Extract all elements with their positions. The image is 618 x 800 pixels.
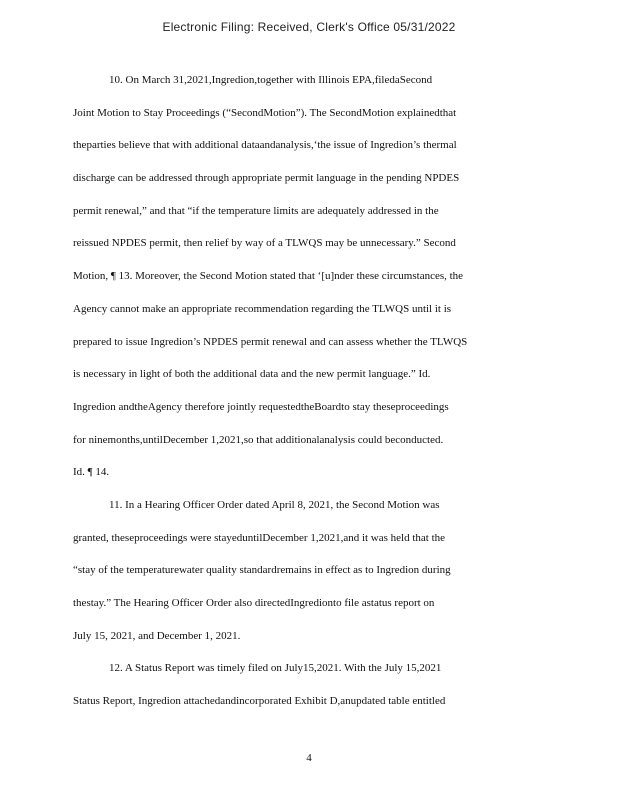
paragraph-12 (73, 652, 547, 717)
paragraph-line: 11. In a Hearing Officer Order dated April 8, 2021, the Second Motion was (109, 498, 440, 511)
paragraph-line: Motion, ¶ 13. Moreover, the Second Motion stated that ‘[u]nder these circumstances, the (73, 270, 464, 283)
paragraph-line: discharge can be addressed through appropriate permit language in the pending NPDES (73, 172, 460, 185)
paragraph-line: Agency cannot make an appropriate recommendation regarding the TLWQS until it is (73, 302, 452, 315)
paragraph-line: 10. On March 31,2021,Ingredion,together with Illinois EPA,filedaSecond (109, 74, 433, 86)
page-number: 4 (306, 752, 312, 764)
electronic-filing-stamp: Electronic Filing: Received, Clerk's Office 05/31/2022 (162, 20, 456, 34)
paragraph-line: permit renewal,” and that “if the temperature limits are adequately addressed in the (73, 204, 439, 217)
paragraph-line: granted, theseproceedings were stayeduntilDecember 1,2021,and it was held that the (73, 531, 446, 544)
paragraph-line: Status Report, Ingredion attachedandincorporated Exhibit D,anupdated table entitled (73, 695, 446, 708)
paragraph-line: prepared to issue Ingredion’s NPDES permit renewal and can assess whether the TLWQS (73, 335, 468, 348)
paragraph-line: Joint Motion to Stay Proceedings (“SecondMotion”). The SecondMotion explainedthat (73, 106, 457, 119)
paragraph-line: theparties believe that with additional dataandanalysis,‘the issue of Ingredion’s thermal (73, 139, 457, 152)
document-body (73, 64, 547, 718)
paragraph-line: “stay of the temperaturewater quality standardremains in effect as to Ingredion during (73, 564, 451, 577)
paragraph-10 (73, 64, 547, 489)
paragraph-line: Id. ¶ 14. (73, 466, 110, 479)
paragraph-line: is necessary in light of both the additional data and the new permit language.” Id. (73, 368, 431, 381)
paragraph-line: 12. A Status Report was timely filed on July15,2021. With the July 15,2021 (109, 662, 442, 675)
paragraph-line: reissued NPDES permit, then relief by way of a TLWQS may be unnecessary.” Second (73, 237, 456, 250)
paragraph-line: Ingredion andtheAgency therefore jointly requestedtheBoardto stay theseproceedings (73, 400, 449, 413)
paragraph-line: thestay.” The Hearing Officer Order also directedIngredionto file astatus report on (73, 597, 435, 609)
paragraph-line: July 15, 2021, and December 1, 2021. (73, 629, 241, 642)
paragraph-line: for ninemonths,untilDecember 1,2021,so that additionalanalysis could beconducted. (73, 433, 444, 446)
paragraph-11 (73, 489, 547, 652)
